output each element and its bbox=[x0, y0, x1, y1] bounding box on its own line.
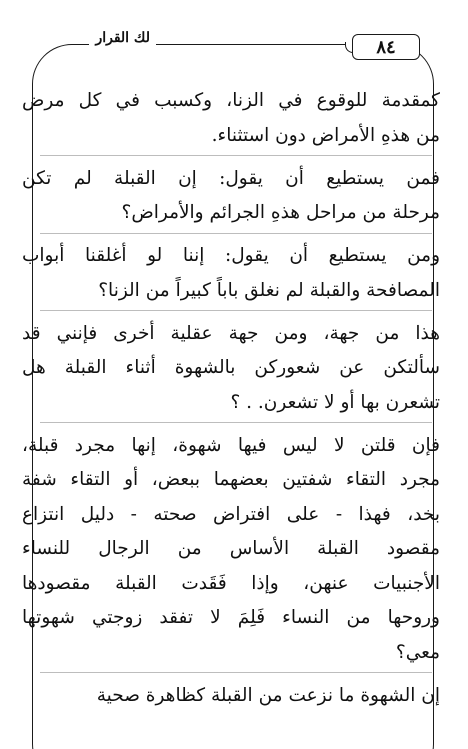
text-line: وروحها من النساء فَلِمَ لا تفقد زوجتي شهوتها bbox=[22, 607, 440, 628]
book-title: لك القرار bbox=[89, 30, 156, 46]
text-line: الأجنبيات عنهن، وإذا فَقَدت القبلة مقصودها bbox=[22, 572, 440, 594]
text-line: سألتكن عن شعوركن بالشهوة أثناء القبلة هل bbox=[22, 357, 440, 378]
paragraph bbox=[22, 429, 440, 671]
page-number: ٨٤ bbox=[376, 36, 396, 58]
paragraph-separator bbox=[40, 310, 432, 311]
header-rule bbox=[150, 44, 340, 45]
text-line: المصافحة والقبلة لم نغلق باباً كبيراً من الزنا؟ bbox=[98, 279, 440, 301]
text-line: إن الشهوة ما نزعت من القبلة كظاهرة صحية bbox=[96, 684, 440, 706]
text-line: مرحلة من مراحل هذهِ الجرائم والأمراض؟ bbox=[121, 202, 440, 223]
paragraph-separator bbox=[40, 672, 432, 673]
paragraph-separator bbox=[40, 422, 432, 423]
paragraph bbox=[22, 317, 440, 421]
text-line: كمقدمة للوقوع في الزنا، وكسبب في كل مرض bbox=[22, 90, 440, 111]
paragraph bbox=[22, 679, 440, 714]
text-line: بخد، فهذا - على افتراض صحته - دليل انتزاع bbox=[22, 503, 440, 525]
text-line: تشعرن بها أو لا تشعرن. . ؟ bbox=[230, 391, 440, 413]
page-number-box bbox=[352, 34, 420, 60]
page-body bbox=[22, 84, 440, 722]
text-line: ومن يستطيع أن يقول: إننا لو أغلقنا أبواب bbox=[22, 245, 440, 266]
text-line: هذا من جهة، ومن جهة عقلية أخرى فإنني قد bbox=[22, 322, 440, 344]
paragraph-separator bbox=[40, 233, 432, 234]
text-line: مجرد التقاء شفتين بعضهما ببعض، أو التقاء شفة bbox=[22, 469, 440, 490]
text-line: من هذهِ الأمراض دون استثناء. bbox=[211, 124, 440, 146]
text-line: فإن قلتن لا ليس فيها شهوة، إنها مجرد قبلة، bbox=[22, 434, 440, 456]
paragraph bbox=[22, 162, 440, 231]
paragraph-separator bbox=[40, 155, 432, 156]
text-line: مقصود القبلة الأساس من الرجال للنساء bbox=[22, 538, 440, 559]
paragraph bbox=[22, 84, 440, 153]
text-line: فمن يستطيع أن يقول: إن القبلة لم تكن bbox=[22, 167, 440, 189]
paragraph bbox=[22, 239, 440, 308]
text-line: معي؟ bbox=[395, 641, 440, 663]
